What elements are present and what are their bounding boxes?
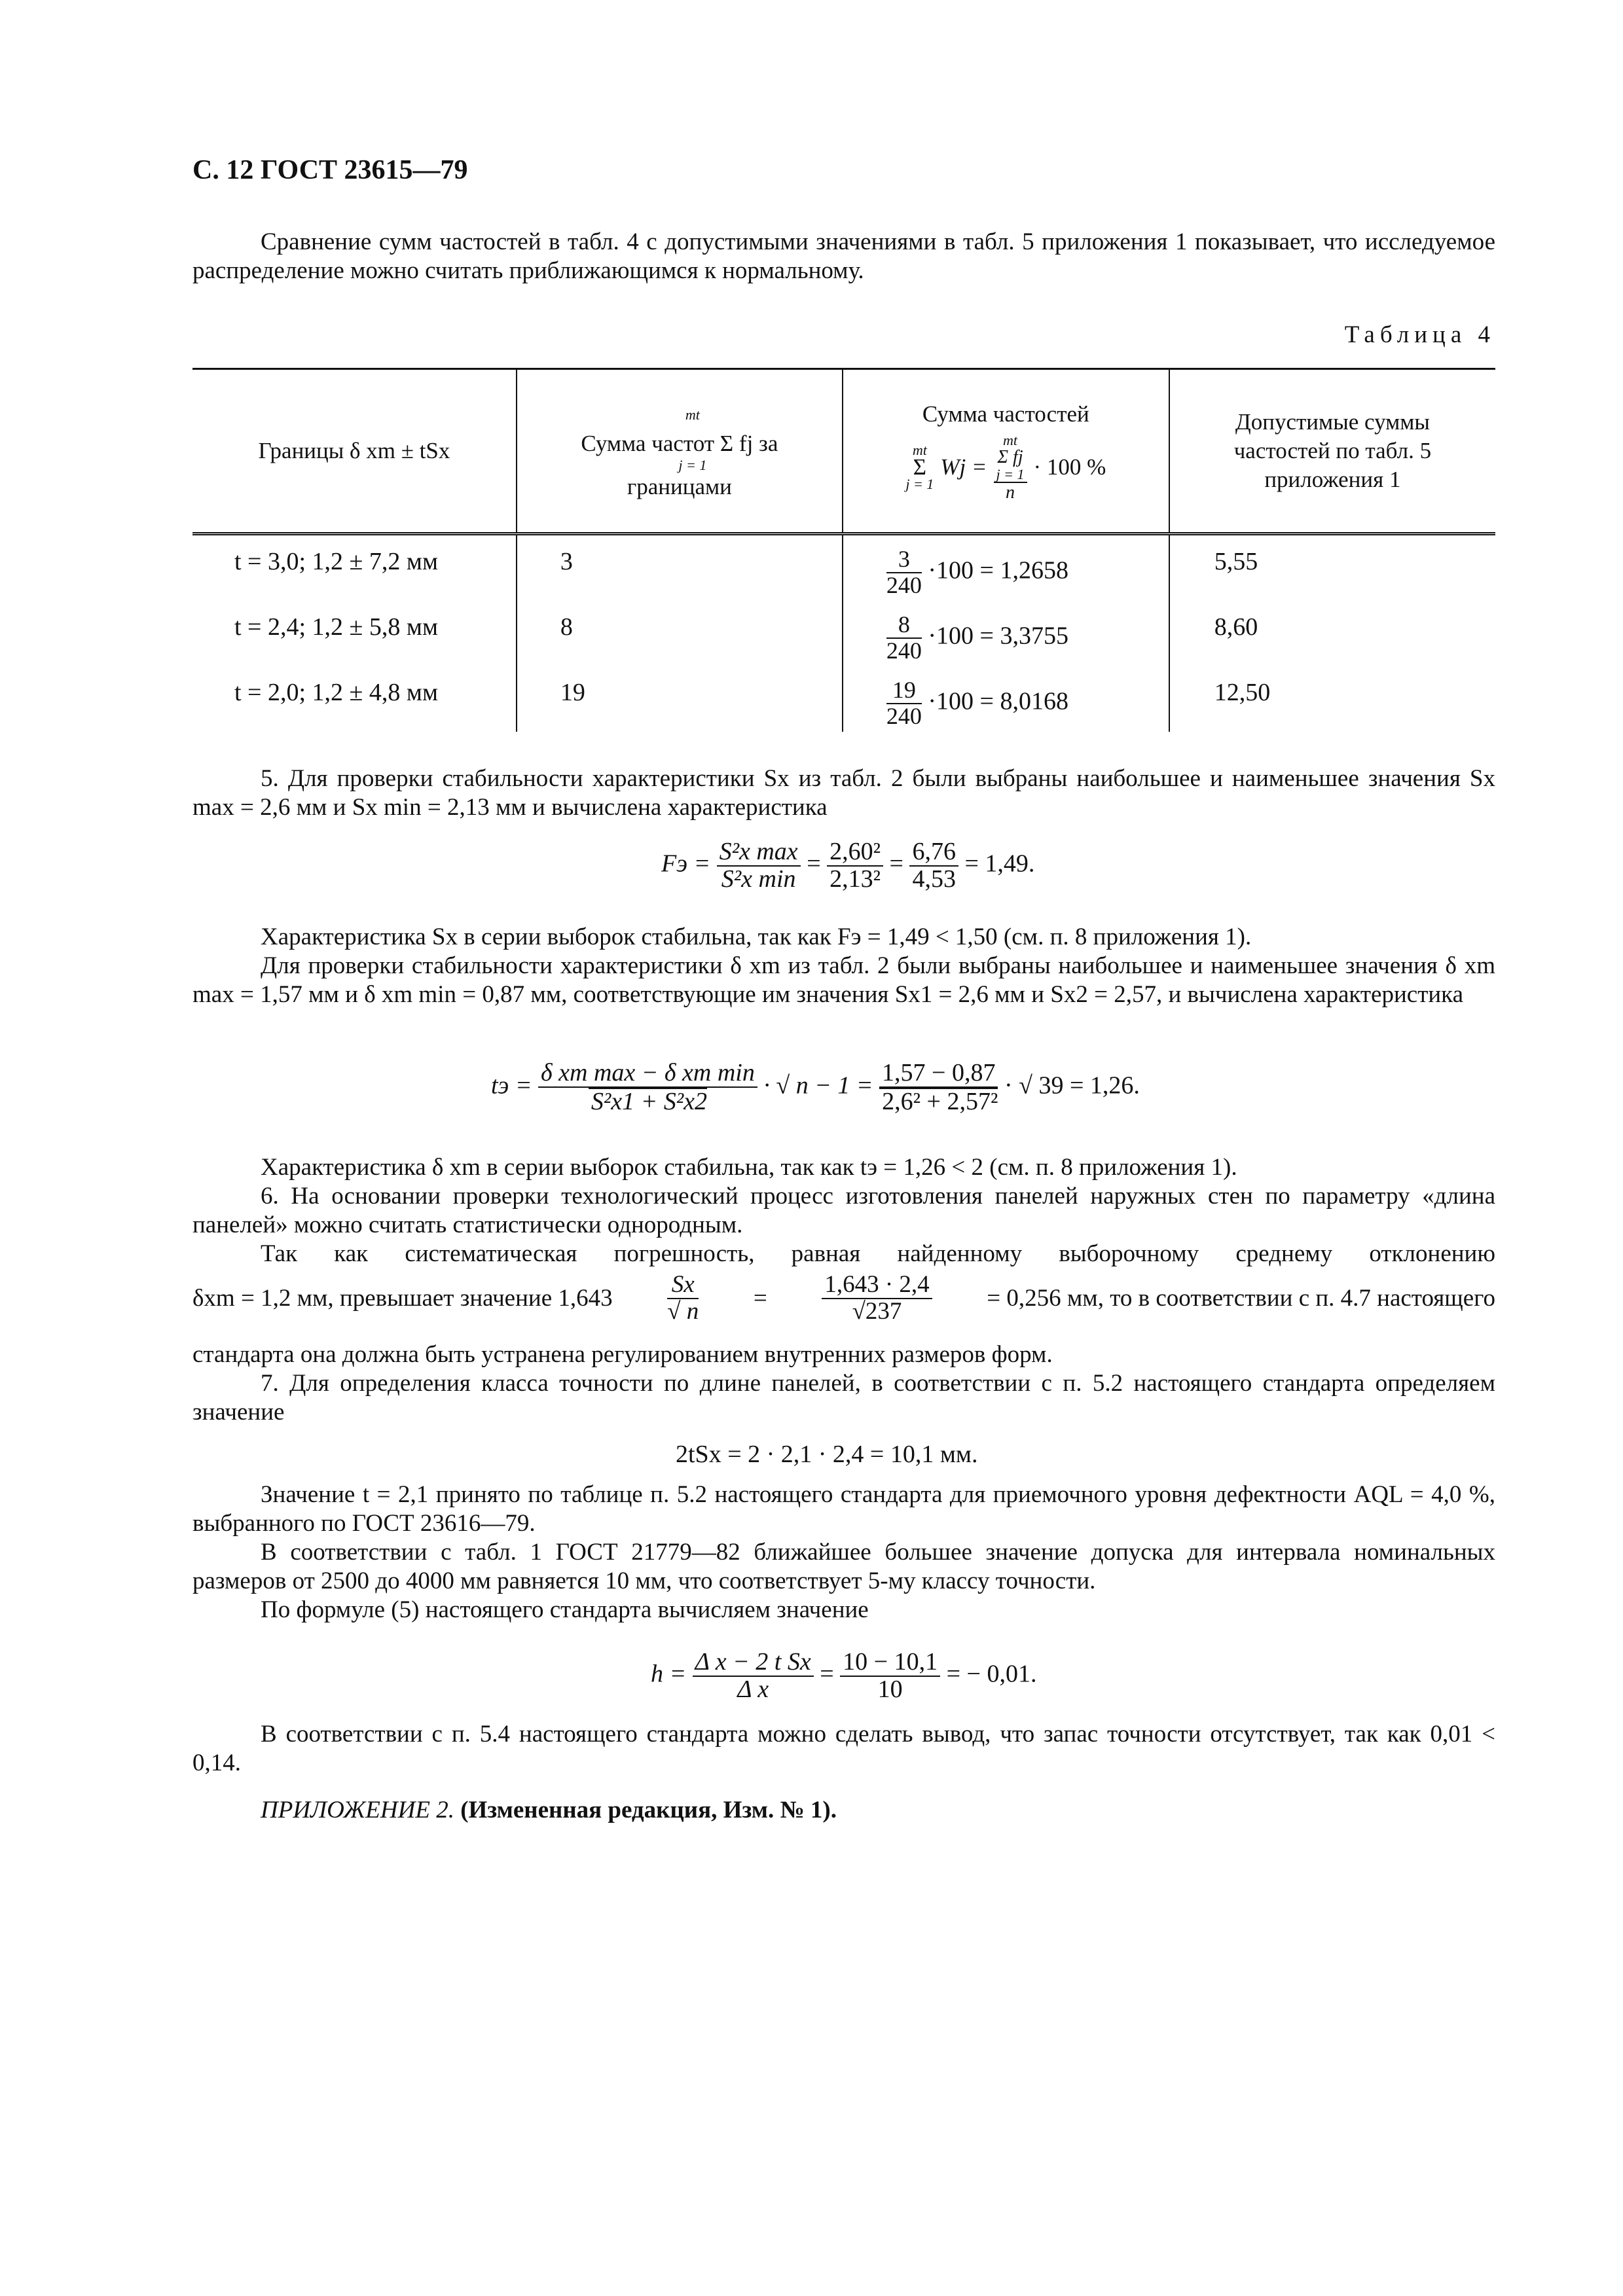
cell-rel-freq: $\frac{3}{240}$ ·100 = 1,2658 (843, 534, 1169, 601)
table-4 (192, 368, 1495, 732)
w-j-label: Wj = (940, 454, 987, 480)
cell-range: t = 3,0; 1,2 ± 7,2 мм (234, 548, 438, 575)
sum-upper-limit: mt (685, 406, 700, 423)
intro-paragraph: Сравнение сумм частостей в табл. 4 с допустимыми значениями в табл. 5 приложения 1 показывает, что исследуемое распределение можно считать приближающимся к нормальному. (192, 228, 1495, 284)
paragraph-7d: По формуле (5) настоящего стандарта вычисляем значение (261, 1596, 869, 1623)
cell-range: t = 2,4; 1,2 ± 5,8 мм (234, 613, 438, 641)
paragraph-5b: Характеристика Sx в серии выборок стабильна, так как Fэ = 1,49 < 1,50 (см. п. 8 приложения 1). (261, 924, 1252, 950)
table-row (192, 601, 1495, 666)
formula-f-e: Fэ = $\frac{\text{S²x max}}{\text{S²x min}}$ = $\frac{\text{2,60²}}{\text{2,13²}}$ = $\frac{6,76}{4,53}$ = 1,49. (661, 838, 1035, 893)
cell-sum: 3 (517, 534, 843, 601)
cell-sum: 8 (517, 601, 843, 666)
cell-allowed: 5,55 (1169, 534, 1495, 601)
table-row (192, 534, 1495, 601)
col-header-sum-freq (517, 369, 843, 534)
col-header-allowed: Допустимые суммы частостей по табл. 5 приложения 1 (1169, 369, 1495, 534)
formula-t-e: tэ = $\frac{\text{δ xm max − δ xm min}}{\text{S²x1 + S²x2}}$ · √ n − 1 = $\frac{1,57 - 0,87}{\text{2,6² + 2,57²}}$ · √ 39 = 1,26. (491, 1059, 1140, 1115)
sum-lower-limit: j = 1 (678, 457, 707, 473)
col-header-ranges: Границы δ xm ± tSx (192, 369, 517, 534)
footer-edition: (Измененная редакция, Изм. № 1). (460, 1797, 837, 1823)
paragraph-5: 5. Для проверки стабильности характеристики Sx из табл. 2 были выбраны наибольшее и наименьшее значения Sx max = 2,6 мм и Sx min = 2,13 мм и вычислена характеристика (192, 765, 1495, 821)
paragraph-6b-line3: стандарта она должна быть устранена регулированием внутренних размеров форм. (192, 1341, 1053, 1368)
paragraph-5d: Характеристика δ xm в серии выборок стабильна, так как tэ = 1,26 < 2 (см. п. 8 приложения 1). (261, 1154, 1237, 1181)
paragraph-6b-line2: δxm = 1,2 мм, превышает значение 1,643 $\frac{Sx}{√ n}$ = $\frac{1,643 \cdot 2,4}{√237}$ = 0,256 мм, то в соответствии с п. 4.7 настоящего (192, 1271, 1495, 1325)
paragraph-6: 6. На основании проверки технологический процесс изготовления панелей наружных стен по параметру «длина панелей» можно считать статистически однородным. (192, 1183, 1495, 1238)
cell-range: t = 2,0; 1,2 ± 4,8 мм (234, 679, 438, 706)
paragraph-6b-line1: Так как систематическая погрешность, равная найденному выборочному среднему отклонению (261, 1240, 1495, 1267)
page-header: С. 12 ГОСТ 23615—79 (192, 155, 468, 185)
paragraph-5c: Для проверки стабильности характеристики δ xm из табл. 2 были выбраны наибольшее и наименьшее значения δ xm max = 1,57 мм и δ xm min = 0,87 мм, соответствующие им значения Sx1 = 2,6 мм и Sx2 = 2,57, и вычислена характеристика (192, 952, 1495, 1008)
col-header-sum-rel-freq: Сумма частостей mt Σ j = 1 Wj = mt Σ fj j = 1 n · 100 % (843, 369, 1169, 534)
paragraph-7c: В соответствии с табл. 1 ГОСТ 21779—82 ближайшее большее значение допуска для интервала номинальных размеров от 2500 до 4000 мм равняется 10 мм, что соответствует 5-му классу точности. (192, 1539, 1495, 1594)
formula-h: h = $\frac{\text{Δ x − 2 t Sx}}{\text{Δ x}}$ = $\frac{10 - 10,1}{10}$ = − 0,01. (651, 1648, 1037, 1703)
cell-allowed: 8,60 (1169, 601, 1495, 666)
cell-allowed: 12,50 (1169, 666, 1495, 732)
paragraph-7b: Значение t = 2,1 принято по таблице п. 5.2 настоящего стандарта для приемочного уровня дефектности AQL = 4,0 %, выбранного по ГОСТ 23616—79. (192, 1481, 1495, 1537)
sum-fraction: mt Σ fj j = 1 n (994, 433, 1027, 503)
cell-rel-freq: $\frac{19}{240}$ ·100 = 8,0168 (843, 666, 1169, 732)
sum-freq-label: Сумма частот Σ fj за (581, 431, 778, 456)
formula-2tsx: 2tSx = 2 · 2,1 · 2,4 = 10,1 мм. (676, 1441, 978, 1468)
footer-appendix: ПРИЛОЖЕНИЕ 2. (261, 1797, 454, 1823)
cell-sum: 19 (517, 666, 843, 732)
sum-rel-freq-title: Сумма частостей (922, 401, 1089, 427)
table-row (192, 666, 1495, 732)
footer-note (261, 1796, 837, 1824)
paragraph-7e: В соответствии с п. 5.4 настоящего стандарта можно сделать вывод, что запас точности отсутствует, так как 0,01 < 0,14. (192, 1721, 1495, 1776)
sum-freq-label-2: границами (627, 474, 732, 499)
paragraph-7: 7. Для определения класса точности по длине панелей, в соответствии с п. 5.2 настоящего стандарта определяем значение (192, 1370, 1495, 1426)
cell-rel-freq: $\frac{8}{240}$ ·100 = 3,3755 (843, 601, 1169, 666)
table-caption: Таблица 4 (1344, 321, 1495, 348)
